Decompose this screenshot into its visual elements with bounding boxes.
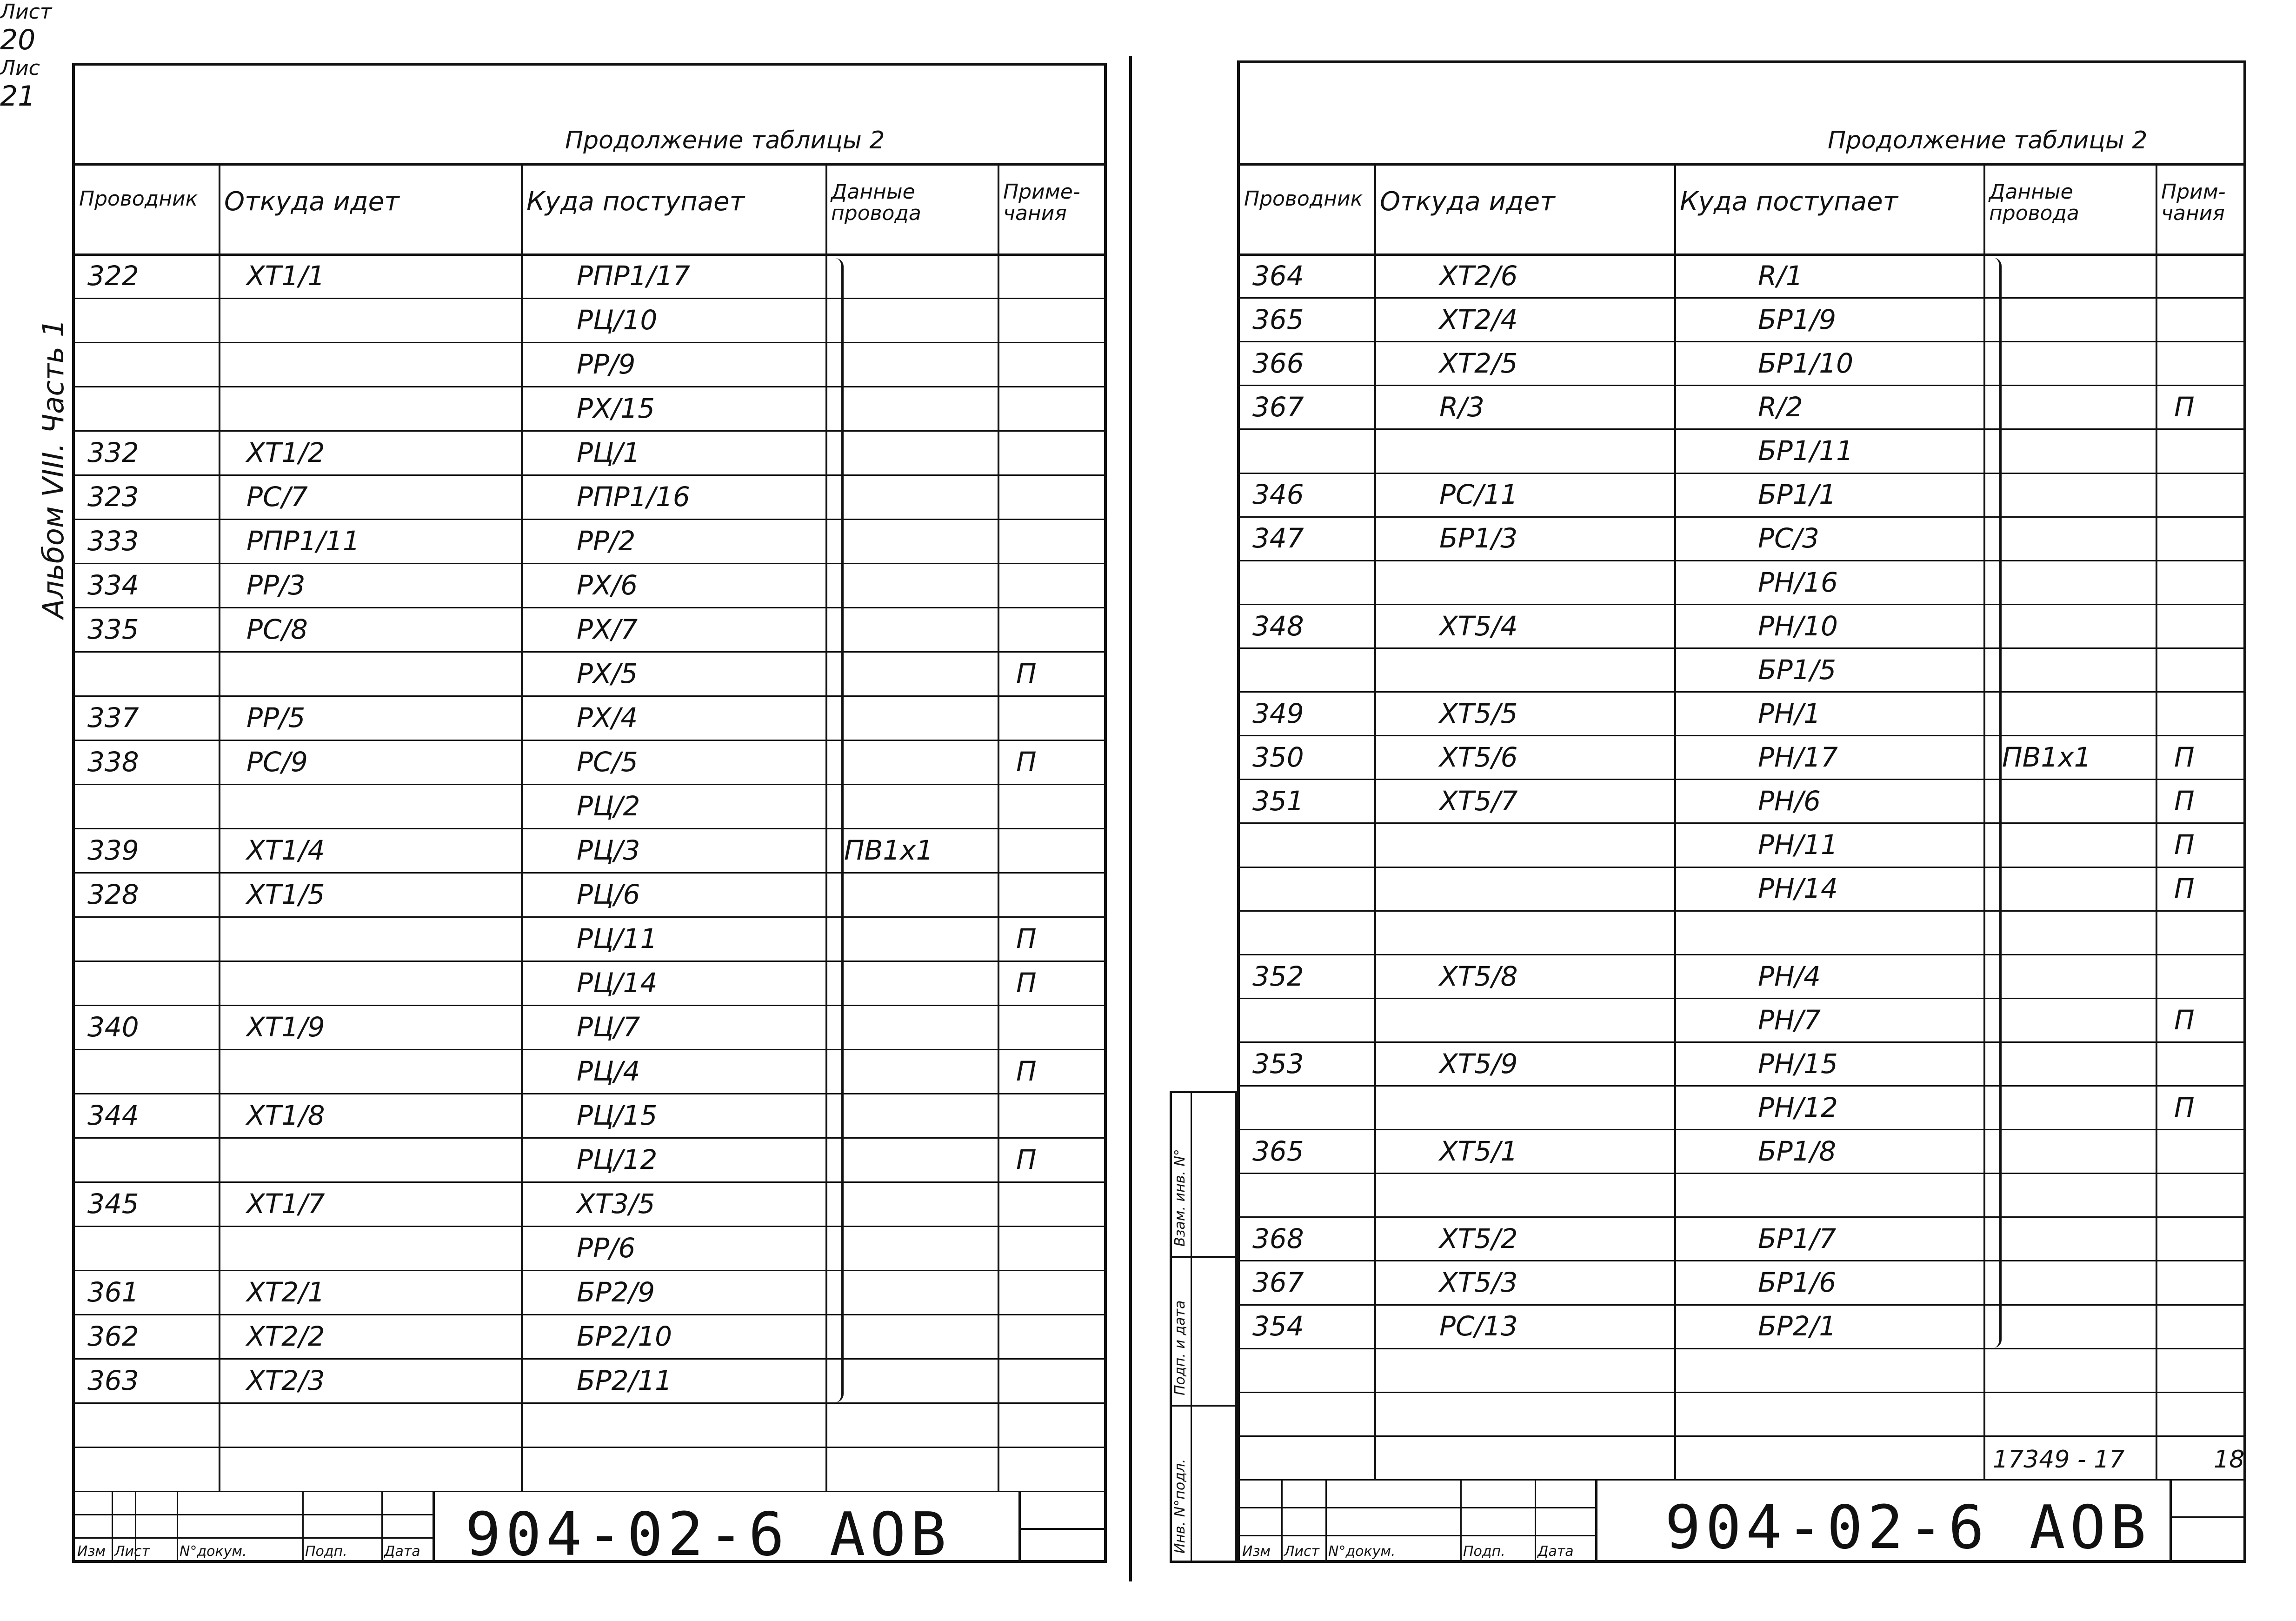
right-stamp-divider bbox=[1595, 1479, 1597, 1561]
right-stamp-label: Лист bbox=[1284, 1543, 1320, 1560]
right_sheet-header-top-rule bbox=[1238, 163, 2245, 166]
left_sheet-cell-from: XT1/2 bbox=[246, 437, 325, 468]
right-stamp-label: Изм bbox=[1242, 1543, 1271, 1560]
right_sheet-cell-wire: 350 bbox=[1252, 741, 1304, 773]
right_sheet-column-header: Данные провода bbox=[1989, 180, 2079, 226]
left_sheet-cell-to: РЦ/6 bbox=[577, 879, 640, 910]
left-sheet-number: 20 bbox=[0, 24, 36, 56]
right_sheet-table-row bbox=[1238, 1260, 2245, 1304]
right-sheet-label: Лис bbox=[0, 56, 40, 80]
left_sheet-wire-brace bbox=[832, 258, 844, 1403]
left_sheet-cell-from: РР/3 bbox=[246, 569, 306, 601]
right_sheet-table-row bbox=[1238, 385, 2245, 428]
right_sheet-table-row bbox=[1238, 1348, 2245, 1392]
right-sheet-number-rule bbox=[2170, 1516, 2246, 1518]
right_sheet-cell-to: РН/10 bbox=[1758, 610, 1838, 642]
right-stamp-col-rule bbox=[1460, 1479, 1462, 1561]
left_sheet-header-top-rule bbox=[73, 163, 1105, 166]
right_sheet-cell-wire: 365 bbox=[1252, 1135, 1304, 1167]
left_sheet-cell-note: П bbox=[1016, 967, 1037, 999]
left_sheet-row-rule bbox=[73, 1491, 1105, 1492]
left-drawing-code: 904-02-6 АОВ bbox=[465, 1500, 951, 1569]
right_sheet-table-row bbox=[1238, 822, 2245, 866]
right_sheet-table-row bbox=[1238, 604, 2245, 647]
left-stamp-row-rule bbox=[73, 1514, 433, 1515]
left_sheet-cell-to: РЦ/10 bbox=[577, 304, 658, 336]
left_sheet-cell-to: РХ/15 bbox=[577, 393, 655, 424]
right_sheet-cell-to: БР1/6 bbox=[1758, 1267, 1837, 1299]
left_sheet-cell-to: РЦ/1 bbox=[577, 437, 640, 468]
left_sheet-cell-to: РЦ/2 bbox=[577, 790, 640, 822]
left_sheet-cell-wire: 322 bbox=[87, 260, 139, 292]
left_sheet-wire-data: ПВ1х1 bbox=[844, 834, 933, 866]
left_sheet-cell-to: РР/6 bbox=[577, 1232, 636, 1264]
left_sheet-column-header: Данные провода bbox=[831, 180, 921, 226]
right-side-stamp-label: Взам. инв. N° bbox=[1172, 1149, 1188, 1247]
left_sheet-cell-wire: 361 bbox=[87, 1276, 139, 1308]
left-stamp-label: Изм bbox=[77, 1543, 106, 1560]
left_sheet-cell-from: XT1/4 bbox=[246, 834, 325, 866]
right_sheet-cell-to: БР1/1 bbox=[1758, 479, 1837, 511]
left_sheet-cell-from: РПР1/11 bbox=[246, 525, 360, 557]
right_sheet-cell-wire: 349 bbox=[1252, 697, 1304, 729]
left_sheet-cell-to: РЦ/14 bbox=[577, 967, 658, 999]
left_sheet-cell-to: РР/9 bbox=[577, 348, 636, 380]
right_sheet-wire-brace bbox=[1990, 258, 2002, 1347]
left_sheet-cell-wire: 340 bbox=[87, 1011, 139, 1043]
left_sheet-cell-wire: 337 bbox=[87, 702, 139, 734]
right_sheet-table-row bbox=[1238, 1216, 2245, 1260]
left_sheet-cell-wire: 335 bbox=[87, 614, 139, 645]
right_sheet-row-rule bbox=[1238, 1479, 2245, 1481]
right_sheet-table-row bbox=[1238, 954, 2245, 998]
right_sheet-cell-wire: 353 bbox=[1252, 1047, 1304, 1080]
left-sheet-label: Лист bbox=[0, 0, 52, 24]
right_sheet-cell-note: П bbox=[2174, 391, 2195, 423]
left_sheet-cell-from: РР/5 bbox=[246, 702, 306, 734]
left-stamp-divider bbox=[433, 1491, 435, 1561]
right-sheet-number-divider bbox=[2170, 1479, 2172, 1561]
right_sheet-table-row bbox=[1238, 910, 2245, 954]
left_sheet-cell-to: РПР1/17 bbox=[577, 260, 690, 292]
left_sheet-cell-wire: 344 bbox=[87, 1100, 139, 1131]
left_sheet-cell-from: РС/9 bbox=[246, 746, 308, 778]
right_sheet-cell-to: БР1/9 bbox=[1758, 303, 1837, 335]
right-sheet-number: 21 bbox=[0, 80, 36, 113]
right-stamp-row-rule bbox=[1238, 1535, 1595, 1536]
left_sheet-table-row bbox=[73, 1402, 1105, 1447]
left_sheet-subtitle: Продолжение таблицы 2 bbox=[565, 127, 885, 154]
right_sheet-cell-wire: 367 bbox=[1252, 1267, 1304, 1299]
left_sheet-cell-wire: 332 bbox=[87, 437, 139, 468]
right_sheet-table-row bbox=[1238, 735, 2245, 779]
left-stamp-label: Дата bbox=[384, 1543, 420, 1560]
left_sheet-cell-to: РХ/4 bbox=[577, 702, 638, 734]
right_sheet-table-row bbox=[1238, 516, 2245, 560]
right_sheet-cell-from: XT2/4 bbox=[1439, 303, 1518, 335]
left_sheet-cell-to: РЦ/3 bbox=[577, 834, 640, 866]
right_sheet-cell-from: XT2/6 bbox=[1439, 260, 1518, 292]
right_sheet-table-row bbox=[1238, 647, 2245, 691]
left_sheet-cell-note: П bbox=[1016, 746, 1037, 778]
left_sheet-cell-to: РПР1/16 bbox=[577, 481, 690, 513]
left_sheet-column-header: Проводник bbox=[79, 187, 198, 211]
right-side-stamp-col bbox=[1191, 1091, 1192, 1563]
right-stamp-label: Дата bbox=[1537, 1543, 1574, 1560]
right_sheet-cell-from: XT5/1 bbox=[1439, 1135, 1518, 1167]
left_sheet-cell-from: XT2/2 bbox=[246, 1321, 325, 1352]
right_sheet-cell-wire: 346 bbox=[1252, 479, 1304, 511]
right_sheet-cell-to: РН/17 bbox=[1758, 741, 1838, 773]
right_sheet-cell-from: R/3 bbox=[1439, 391, 1484, 423]
left-sheet-number-divider bbox=[1018, 1491, 1021, 1561]
left_sheet-cell-note: П bbox=[1016, 923, 1037, 954]
right_sheet-cell-wire: 364 bbox=[1252, 260, 1304, 292]
left_sheet-cell-wire: 339 bbox=[87, 834, 139, 866]
right_sheet-cell-from: XT2/5 bbox=[1439, 347, 1518, 380]
right_sheet-cell-to: РН/12 bbox=[1758, 1091, 1838, 1123]
left_sheet-cell-wire: 334 bbox=[87, 569, 139, 601]
page-fold-line bbox=[1129, 56, 1132, 1581]
right_sheet-cell-to: БР1/5 bbox=[1758, 654, 1837, 686]
right_sheet-cell-to: РН/6 bbox=[1758, 785, 1821, 817]
right_sheet-table-row bbox=[1238, 691, 2245, 735]
right-stamp-row-rule bbox=[1238, 1507, 1595, 1508]
right_sheet-table-row bbox=[1238, 428, 2245, 472]
left_sheet-cell-from: XT1/7 bbox=[246, 1188, 325, 1220]
left_sheet-cell-wire: 362 bbox=[87, 1321, 139, 1352]
right_sheet-column-header: Куда поступает bbox=[1680, 187, 1898, 217]
right_sheet-table-row bbox=[1238, 1041, 2245, 1085]
right-stamp-col-rule bbox=[1281, 1479, 1283, 1561]
right_sheet-cell-from: XT5/7 bbox=[1439, 785, 1518, 817]
right_sheet-table-row bbox=[1238, 779, 2245, 822]
left_sheet-cell-wire: 328 bbox=[87, 879, 139, 910]
right_sheet-cell-from: XT5/8 bbox=[1439, 960, 1518, 992]
right_sheet-cell-wire: 347 bbox=[1252, 522, 1304, 554]
right_sheet-cell-to: РН/15 bbox=[1758, 1047, 1838, 1080]
left_sheet-cell-to: РХ/7 bbox=[577, 614, 638, 645]
right_sheet-cell-to: R/1 bbox=[1758, 260, 1803, 292]
right_sheet-cell-to: РН/16 bbox=[1758, 566, 1838, 598]
right-side-stamp-rule bbox=[1170, 1405, 1237, 1407]
right-doc-ref: 17349 - 17 bbox=[1993, 1446, 2125, 1474]
right-stamp-col-rule bbox=[1325, 1479, 1327, 1561]
right_sheet-cell-note: П bbox=[2174, 829, 2195, 861]
left_sheet-cell-wire: 333 bbox=[87, 525, 139, 557]
right_sheet-cell-to: R/2 bbox=[1758, 391, 1803, 423]
right_sheet-cell-from: БР1/3 bbox=[1439, 522, 1518, 554]
left-stamp-col-rule bbox=[381, 1491, 383, 1561]
left_sheet-cell-from: РС/8 bbox=[246, 614, 308, 645]
left-stamp-label: N°докум. bbox=[180, 1543, 247, 1560]
right-docref-divider bbox=[2156, 1442, 2157, 1479]
right_sheet-cell-to: БР1/10 bbox=[1758, 347, 1854, 380]
left_sheet-cell-to: БР2/11 bbox=[577, 1365, 672, 1396]
right_sheet-cell-to: РН/11 bbox=[1758, 829, 1838, 861]
album-side-label: Альбом VIII. Часть 1 bbox=[36, 319, 70, 619]
right_sheet-cell-note: П bbox=[2174, 873, 2195, 905]
right_sheet-cell-wire: 348 bbox=[1252, 610, 1304, 642]
left_sheet-cell-wire: 338 bbox=[87, 746, 139, 778]
right_sheet-cell-from: XT5/9 bbox=[1439, 1047, 1518, 1080]
left_sheet-cell-wire: 345 bbox=[87, 1188, 139, 1220]
left_sheet-cell-to: РР/2 bbox=[577, 525, 636, 557]
right_sheet-cell-to: РС/3 bbox=[1758, 522, 1819, 554]
right-stamp-label: N°докум. bbox=[1328, 1543, 1396, 1560]
right_sheet-table-row bbox=[1238, 1304, 2245, 1348]
left_sheet-cell-from: XT1/8 bbox=[246, 1100, 325, 1131]
right_sheet-cell-from: XT5/4 bbox=[1439, 610, 1518, 642]
right_sheet-table-row bbox=[1238, 253, 2245, 297]
right_sheet-cell-to: РН/1 bbox=[1758, 697, 1821, 729]
left_sheet-cell-to: РЦ/11 bbox=[577, 923, 658, 954]
left-stamp-label: Подп. bbox=[305, 1543, 347, 1560]
right_sheet-cell-from: XT5/2 bbox=[1439, 1223, 1518, 1255]
left_sheet-cell-to: РЦ/15 bbox=[577, 1100, 658, 1131]
right-side-stamp-rule bbox=[1170, 1256, 1237, 1258]
right-side-stamp-label: Подп. и дата bbox=[1172, 1300, 1188, 1395]
right_sheet-cell-wire: 368 bbox=[1252, 1223, 1304, 1255]
left_sheet-cell-to: XT3/5 bbox=[577, 1188, 655, 1220]
left-stamp-label: Лист bbox=[114, 1543, 150, 1560]
right_sheet-cell-wire: 367 bbox=[1252, 391, 1304, 423]
right_sheet-table-row bbox=[1238, 998, 2245, 1041]
right_sheet-wire-data: ПВ1х1 bbox=[2002, 741, 2091, 773]
left-sheet-number-rule bbox=[1018, 1528, 1107, 1530]
left_sheet-cell-from: XT2/1 bbox=[246, 1276, 325, 1308]
left_sheet-cell-from: РС/7 bbox=[246, 481, 308, 513]
left_sheet-cell-to: РС/5 bbox=[577, 746, 638, 778]
left_sheet-cell-from: XT2/3 bbox=[246, 1365, 325, 1396]
left_sheet-column-header: Приме-чания bbox=[1003, 180, 1080, 226]
right_sheet-cell-to: БР1/8 bbox=[1758, 1135, 1837, 1167]
right_sheet-table-row bbox=[1238, 867, 2245, 910]
right_sheet-table-row bbox=[1238, 1129, 2245, 1173]
right-stamp-col-rule bbox=[1535, 1479, 1536, 1561]
right_sheet-cell-note: П bbox=[2174, 1091, 2195, 1123]
right_sheet-cell-to: РН/4 bbox=[1758, 960, 1821, 992]
right_sheet-column-header: Проводник bbox=[1244, 187, 1363, 211]
right_sheet-table-row bbox=[1238, 1173, 2245, 1216]
right_sheet-column-header: Откуда идет bbox=[1380, 187, 1555, 217]
right_sheet-cell-wire: 366 bbox=[1252, 347, 1304, 380]
right_sheet-cell-from: XT5/3 bbox=[1439, 1267, 1518, 1299]
right-doc-ref-page: 18 bbox=[2214, 1446, 2245, 1474]
left_sheet-cell-note: П bbox=[1016, 658, 1037, 689]
right_sheet-cell-note: П bbox=[2174, 1004, 2195, 1036]
left_sheet-cell-from: XT1/5 bbox=[246, 879, 325, 910]
right-side-stamp-label: Инв. N°подл. bbox=[1172, 1459, 1188, 1554]
left-stamp-row-rule bbox=[73, 1537, 433, 1539]
right_sheet-table-row bbox=[1238, 1392, 2245, 1435]
right_sheet-cell-wire: 365 bbox=[1252, 303, 1304, 335]
left_sheet-cell-to: РХ/5 bbox=[577, 658, 638, 689]
right_sheet-table-row bbox=[1238, 1085, 2245, 1129]
right_sheet-cell-from: РС/13 bbox=[1439, 1310, 1518, 1342]
right_sheet-cell-wire: 352 bbox=[1252, 960, 1304, 992]
left_sheet-cell-to: РЦ/4 bbox=[577, 1055, 640, 1087]
right_sheet-subtitle: Продолжение таблицы 2 bbox=[1828, 127, 2148, 154]
right_sheet-cell-to: РН/14 bbox=[1758, 873, 1838, 905]
right_sheet-cell-to: БР2/1 bbox=[1758, 1310, 1837, 1342]
left-stamp-col-rule bbox=[302, 1491, 304, 1561]
right_sheet-cell-to: БР1/11 bbox=[1758, 435, 1854, 467]
right_sheet-cell-to: БР1/7 bbox=[1758, 1223, 1837, 1255]
left_sheet-cell-to: РЦ/12 bbox=[577, 1144, 658, 1175]
left-stamp-col-rule bbox=[112, 1491, 113, 1561]
right_sheet-cell-to: РН/7 bbox=[1758, 1004, 1821, 1036]
right_sheet-cell-from: РС/11 bbox=[1439, 479, 1518, 511]
right-stamp-label: Подп. bbox=[1463, 1543, 1505, 1560]
left-stamp-col-rule bbox=[177, 1491, 178, 1561]
left_sheet-cell-wire: 323 bbox=[87, 481, 139, 513]
right-drawing-code: 904-02-6 АОВ bbox=[1665, 1493, 2151, 1562]
left_sheet-table-row bbox=[73, 1447, 1105, 1491]
right_sheet-cell-wire: 354 bbox=[1252, 1310, 1304, 1342]
right_sheet-table-row bbox=[1238, 341, 2245, 385]
left_sheet-cell-to: РЦ/7 bbox=[577, 1011, 640, 1043]
right_sheet-cell-from: XT5/6 bbox=[1439, 741, 1518, 773]
right_sheet-cell-wire: 351 bbox=[1252, 785, 1304, 817]
right_sheet-cell-from: XT5/5 bbox=[1439, 697, 1518, 729]
left_sheet-column-header: Откуда идет bbox=[224, 187, 399, 217]
left_sheet-cell-from: XT1/1 bbox=[246, 260, 325, 292]
left_sheet-cell-to: БР2/9 bbox=[577, 1276, 655, 1308]
right_sheet-cell-note: П bbox=[2174, 785, 2195, 817]
right_sheet-column-header: Прим-чания bbox=[2161, 180, 2226, 226]
right_sheet-table-row bbox=[1238, 560, 2245, 604]
right_sheet-table-row bbox=[1238, 297, 2245, 341]
right_sheet-cell-note: П bbox=[2174, 741, 2195, 773]
left_sheet-cell-note: П bbox=[1016, 1055, 1037, 1087]
right_sheet-table-row bbox=[1238, 473, 2245, 516]
left_sheet-cell-to: РХ/6 bbox=[577, 569, 638, 601]
left_sheet-cell-wire: 363 bbox=[87, 1365, 139, 1396]
left_sheet-cell-note: П bbox=[1016, 1144, 1037, 1175]
left_sheet-column-header: Куда поступает bbox=[526, 187, 745, 217]
left_sheet-cell-to: БР2/10 bbox=[577, 1321, 672, 1352]
left_sheet-cell-from: XT1/9 bbox=[246, 1011, 325, 1043]
